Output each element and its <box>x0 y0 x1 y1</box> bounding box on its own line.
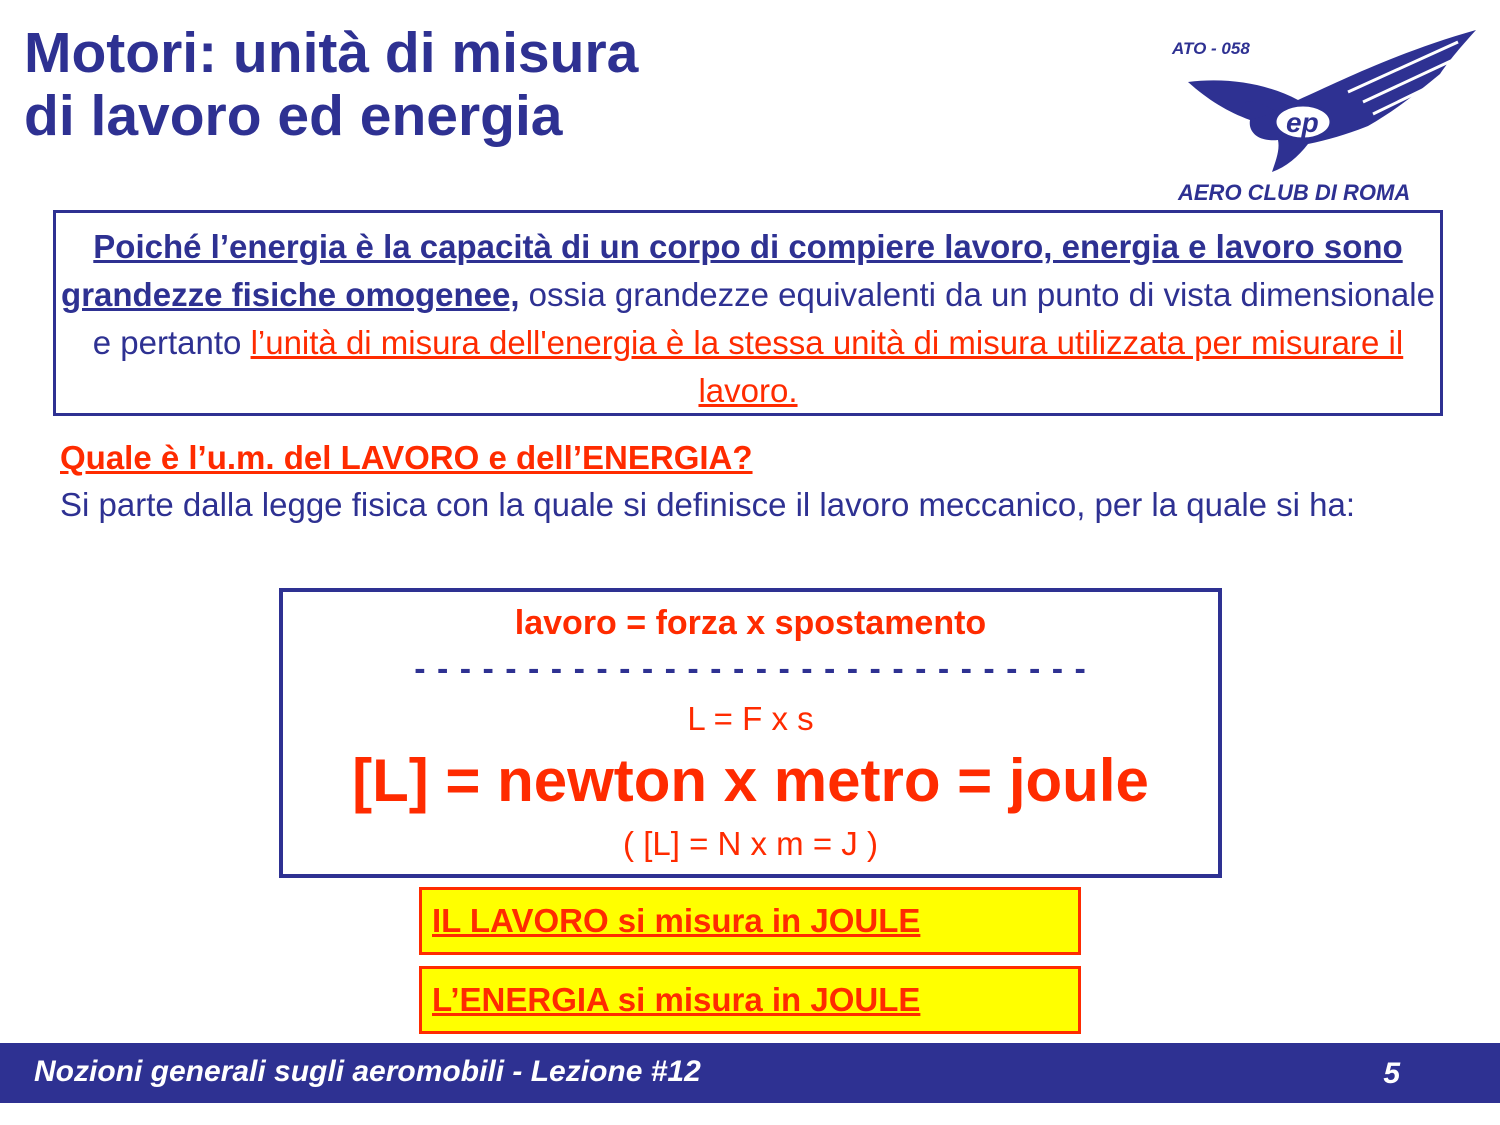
footer-title: Nozioni generali sugli aeromobili - Lezione #12 <box>34 1055 701 1088</box>
intro-bold-text: Poiché l’energia è la capacità di un corpo di compiere lavoro, energia e lavoro sono grandezze fisiche omogenee, <box>61 228 1403 313</box>
svg-text:ep: ep <box>1286 107 1319 138</box>
title-line-2: di lavoro ed energia <box>24 84 563 148</box>
note-work-unit: IL LAVORO si misura in JOULE <box>419 887 1081 955</box>
intro-box <box>53 210 1443 416</box>
formula-simple: L = F x s <box>687 700 814 737</box>
aero-club-logo <box>1168 22 1488 212</box>
intro-plain-text: ossia grandezze equivalenti da un punto di vista dimensionale e pertanto <box>92 276 1435 361</box>
slide-title <box>24 22 924 148</box>
logo-name: AERO CLUB DI ROMA <box>1178 180 1411 205</box>
footer-bar <box>0 1043 1500 1103</box>
title-line-1: Motori: unità di misura <box>24 21 639 85</box>
formula-unit-symbols: ( [L] = N x m = J ) <box>623 825 878 862</box>
formula-definition: lavoro = forza x spostamento <box>514 604 987 642</box>
intro-red-text: l’unità di misura dell'energia è la stessa unità di misura utilizzata per misurare il lavoro. <box>250 324 1404 409</box>
question-heading: Quale è l’u.m. del LAVORO e dell’ENERGIA? <box>60 439 753 476</box>
formula-unit: [L] = newton x metro = joule <box>352 747 1149 814</box>
formula-box <box>279 588 1222 878</box>
formula-divider: - - - - - - - - - - - - - - - - - - - - - - - - - - - - - - <box>414 650 1087 688</box>
page-number: 5 <box>1383 1057 1400 1090</box>
logo-code: ATO - 058 <box>1172 39 1250 58</box>
body-text: Si parte dalla legge fisica con la quale si definisce il lavoro meccanico, per la quale si ha: <box>60 486 1356 523</box>
note-energy-unit: L’ENERGIA si misura in JOULE <box>419 966 1081 1034</box>
